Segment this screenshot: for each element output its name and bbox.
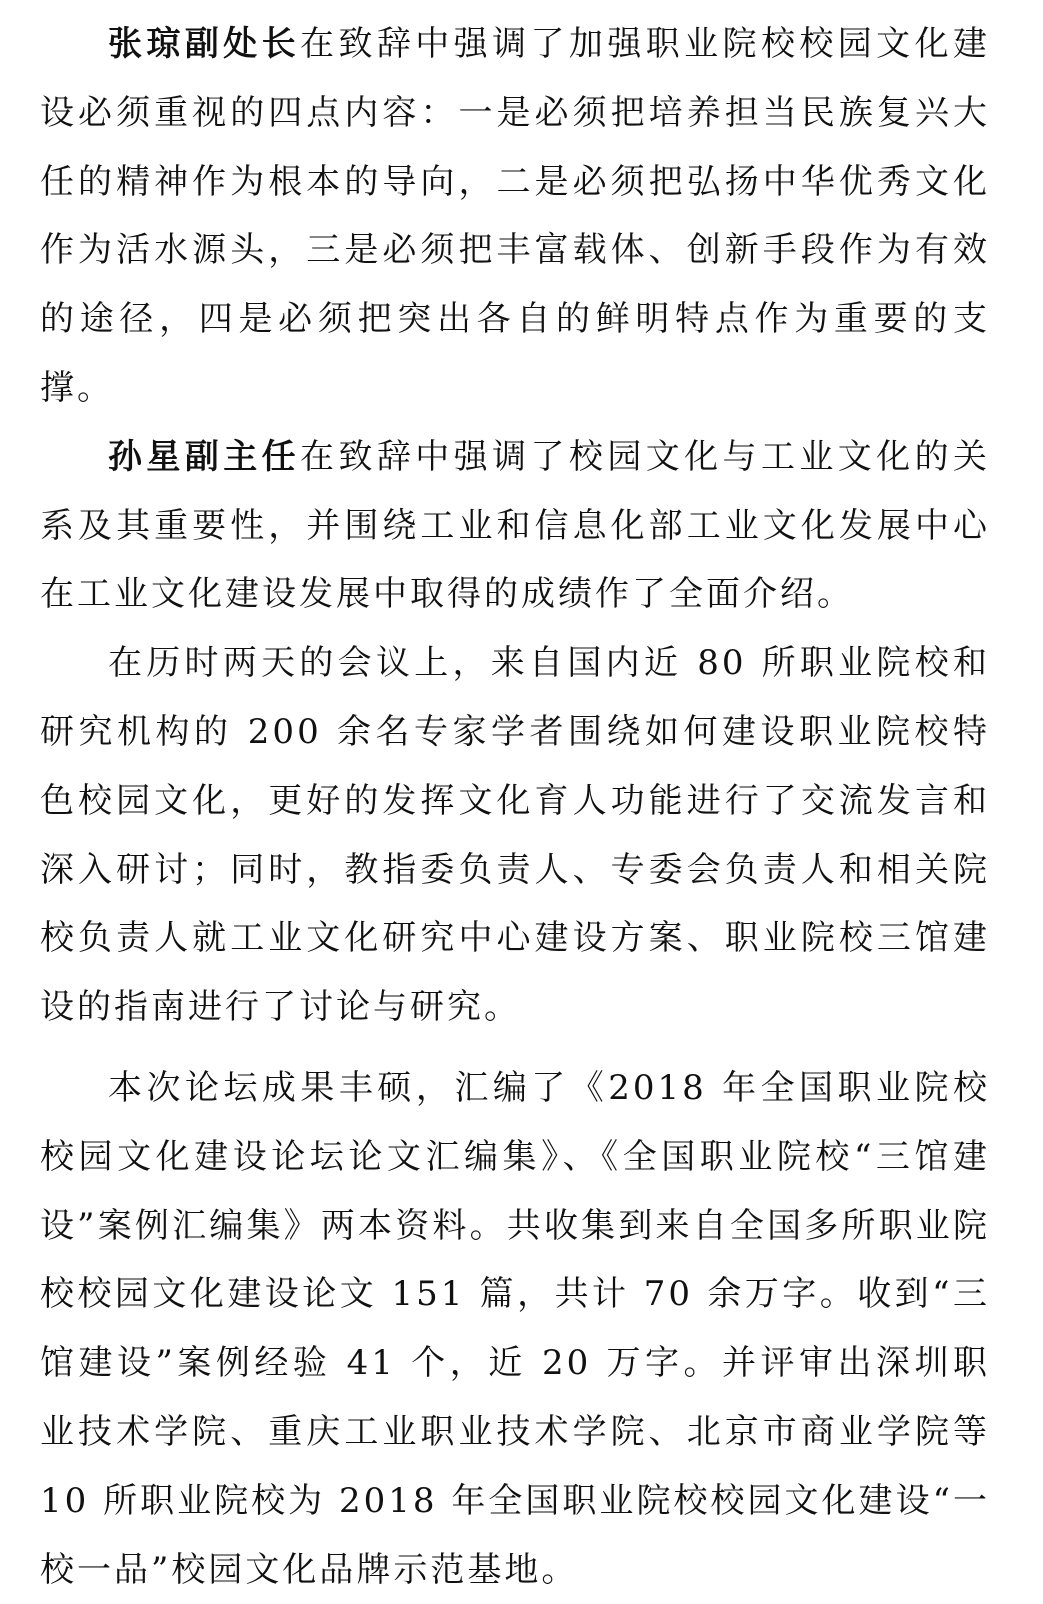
paragraph-zhang-qiong: [40, 10, 990, 423]
paragraph-text: 本次论坛成果丰硕，汇编了《2018 年全国职业院校校园文化建设论坛论文汇编集》、《全国职业院校“三馆建设”案例汇编集》两本资料。共收集到来自全国多所职业院校校园文化建设论文 151 篇，共计 70 余万字。收到“三馆建设”案例经验 41 个，近 20 万字。并评审出深圳职业技术学院、重庆工业职业技术学院、北京市商业学院等 10 所职业院校为 2018 年全国职业院校校园文化建设“一校一品”校园文化品牌示范基地。: [40, 1067, 990, 1590]
paragraph-sun-xing: [40, 423, 990, 629]
paragraph-results: [40, 1054, 990, 1604]
paragraph-meeting: [40, 629, 990, 1042]
speaker-name: 张琼副处长: [108, 24, 301, 64]
speaker-name: 孙星副主任: [108, 436, 301, 477]
paragraph-text: 在致辞中强调了校园文化与工业文化的关系及其重要性，并围绕工业和信息化部工业文化发展中心在工业文化建设发展中取得的成绩作了全面介绍。: [40, 436, 991, 615]
document-page: [40, 10, 990, 1604]
paragraph-text: 在致辞中强调了加强职业院校校园文化建设必须重视的四点内容：一是必须把培养担当民族复兴大任的精神作为根本的导向，二是必须把弘扬中华优秀文化作为活水源头，三是必须把丰富载体、创新手段作为有效的途径，四是必须把突出各自的鲜明特点作为重要的支撑。: [40, 24, 991, 408]
paragraph-text: 在历时两天的会议上，来自国内近 80 所职业院校和研究机构的 200 余名专家学者围绕如何建设职业院校特色校园文化，更好的发挥文化育人功能进行了交流发言和深入研讨；同时，教指委负责人、专委会负责人和相关院校负责人就工业文化研究中心建设方案、职业院校三馆建设的指南进行了讨论与研究。: [40, 643, 990, 1028]
